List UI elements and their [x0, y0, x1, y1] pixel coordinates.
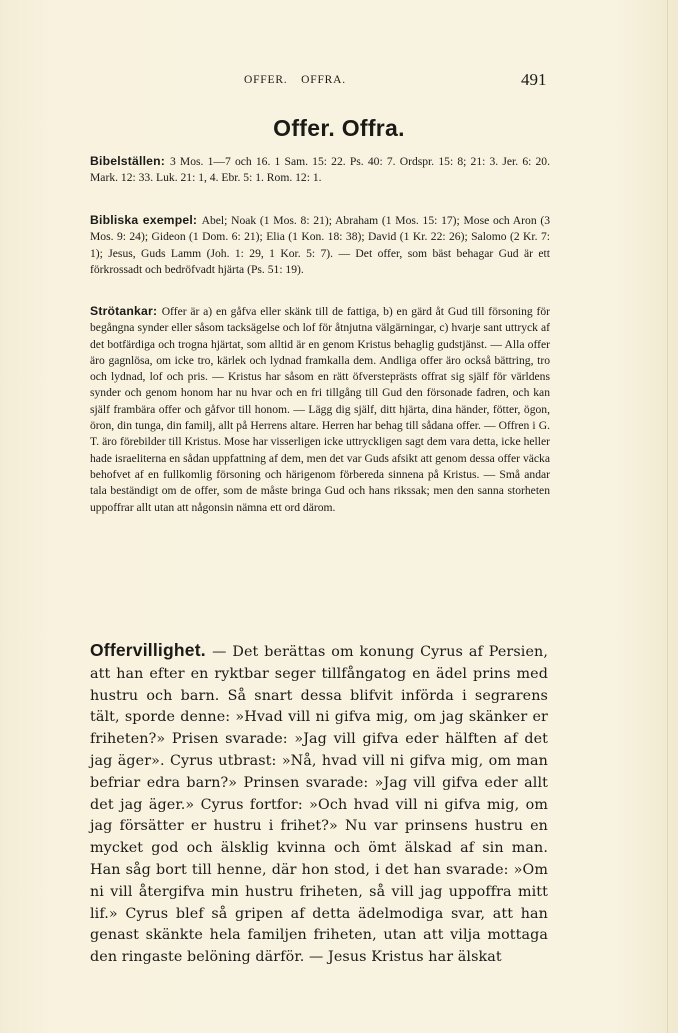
bibelstallen-section — [90, 153, 550, 187]
offervillighet-label: Offervillighet. — [90, 640, 213, 660]
bibelstallen-label: Bibelställen: — [90, 154, 170, 168]
bibliska-exempel-label: Bibliska exempel: — [90, 213, 202, 227]
strotankar-label: Strötankar: — [90, 304, 162, 318]
strotankar-text: Offer är a) en gåfva eller skänk till de fattiga, b) en gärd åt Gud till försoning för begångna synder eller såsom tacksägelse och lof för åtnjutna välgärningar, c) hvarje sant uttryck af det botfärdiga och trogna hjärtat, som alltid är en genom Kristus behaglig gudstjänst. — Alla offer äro gagnlösa, om icke tro, kärlek och lydnad framkalla dem. Andliga offer äro också bättring, tro och lydnad, lof och pris. — Kristus har såsom en rätt öfversteprästs offrat sig själf för världens synder och genom honom har nu hvar och en fri tillgång till Gud den försonade fadren, och kan själf frambära offer och gåfvor till honom. — Lägg dig själf, ditt hjärta, dina händer, fötter, ögon, öron, din tunga, din familj, allt på Herrens altare. Herren har behag till sådana offer. — Offren i G. T. äro förebilder till Kristus. Mose har visserligen icke uttryckligen sagt dem vara detta, icke heller hade israeliterna en sådan uppfattning af dem, men det var Guds afsikt att genom dessa offer väcka behofvet af en fullkomlig försoning och härigenom förbereda sinnena på Kristus. — Små andar tala beständigt om de offer, som de måste bringa Gud och hans rikssak; men den sanna storheten uppoffrar allt utan att någonsin nämna ett ord därom. — [90, 305, 550, 514]
page-number: 491 — [521, 70, 547, 89]
bibliska-exempel-section — [90, 212, 550, 278]
offervillighet-text: — Det berättas om konung Cyrus af Persien, att han efter en ryktbar seger tillfångatog en ädel prins med hustru och barn. Så snart dessa blifvit införda i segrarens tält, sporde denne: »Hvad vill ni gifva mig, om jag skänker er friheten?» Prisen svarade: »Jag vill gifva eder hälften af det jag äger». Cyrus utbrast: »Nå, hvad vill ni gifva mig, om man befriar edra barn?» Prinsen svarade: »Jag vill gifva eder allt det jag äger.» Cyrus fortfor: »Och hvad vill ni gifva mig, om jag försätter er hustru i frihet?» Nu var prinsens hustru en mycket god och älsklig kvinna och ömt älskad af sin man. Han såg bort till henne, där hon stod, i det han svarade: »Om ni vill återgifva min hustru friheten, så vill jag uppoffra mitt lif.» Cyrus blef så gripen af detta ädelmodiga svar, att han genast skänkte hela familjen friheten, utan att vilja mottaga den ringaste belöning därför. — Jesus Kristus har älskat — [90, 644, 548, 966]
running-head — [244, 74, 356, 86]
bibelstallen-text: 3 Mos. 1—7 och 16. 1 Sam. 15: 22. Ps. 40: 7. Ordspr. 15: 8; 21: 3. Jer. 6: 20. Mark. 12: 33. Luk. 21: 1, 4. Ebr. 5: 1. Rom. 12: 1. — [90, 155, 551, 185]
running-head-left: OFFER. — [244, 74, 288, 86]
strotankar-section — [90, 303, 550, 516]
running-head-right: OFFRA. — [301, 74, 346, 86]
page-title: Offer. Offra. — [273, 115, 405, 141]
offervillighet-section — [90, 640, 548, 969]
page-edge — [667, 0, 668, 1033]
bibliska-exempel-text: Abel; Noak (1 Mos. 8: 21); Abraham (1 Mos. 15: 17); Mose och Aron (3 Mos. 9: 24); Gideon (1 Dom. 6: 21); Elia (1 Kon. 18: 38); David (1 Kr. 22: 26); Salomo (2 Kr. 7: 1); Jesus, Guds Lamm (Joh. 1: 29, 1 Kor. 5: 7). — Det offer, som bäst behagar Gud är ett förkrossadt och bedröfvadt hjärta (Ps. 51: 19). — [90, 214, 550, 276]
